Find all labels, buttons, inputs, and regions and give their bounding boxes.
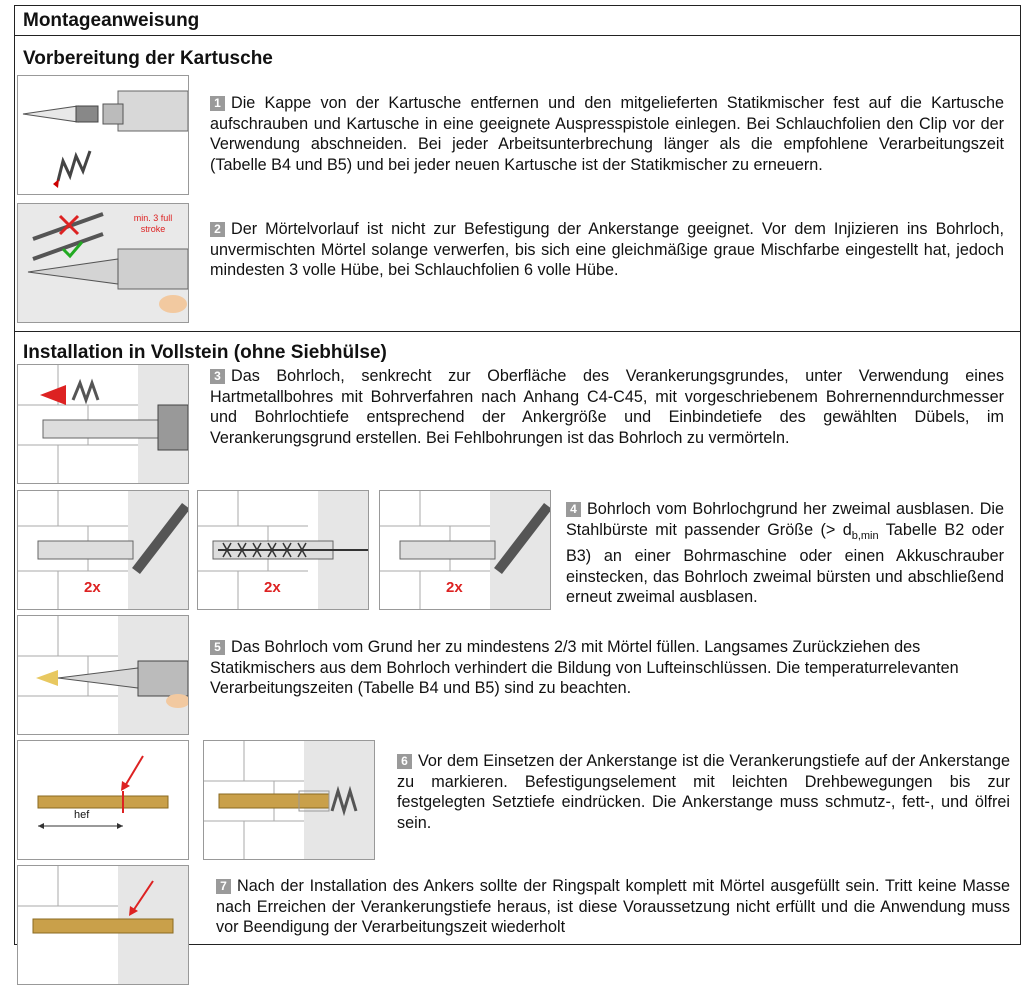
repeat-label-3: 2x	[446, 579, 463, 596]
step-4-number: 4	[566, 502, 581, 517]
hef-label: hef	[74, 809, 90, 821]
step-6	[397, 751, 1010, 833]
illustration-rod-marking	[17, 740, 189, 860]
step-1	[210, 93, 1004, 175]
step-3-number: 3	[210, 369, 225, 384]
section-title-installation: Installation in Vollstein (ohne Siebhülse)	[23, 342, 387, 363]
repeat-label-1: 2x	[84, 579, 101, 596]
step-1-text: Die Kappe von der Kartusche entfernen und den mitgelieferten Statikmischer fest auf die Kartusche aufschrauben und Kartusche in eine geeignete Auspresspistole einlegen. Bei Schlauchfolien den Clip vor der Verwendung abschneiden. Bei jeder Arbeitsunterbrechung länger als die empfohlene Verarbeitungszeit (Tabelle B4 und B5) und bei jeder neuen Kartusche ist der Statikmischer zu erneuern.	[210, 94, 1004, 174]
step-4	[566, 499, 1004, 608]
step-5	[210, 637, 1004, 699]
document-title: Montageanweisung	[14, 5, 1021, 36]
stroke-count-label: min. 3 full stroke	[133, 213, 173, 234]
illustration-annular-gap	[17, 865, 189, 985]
step-2-number: 2	[210, 222, 225, 237]
illustration-brushing	[197, 490, 369, 610]
step-7-number: 7	[216, 879, 231, 894]
step-2-text: Der Mörtelvorlauf ist nicht zur Befestigung der Ankerstange geeignet. Vor dem Injizieren ins Bohrloch, unvermischten Mörtel solange verwerfen, bis sich eine gleichmäßige graue Mischfarbe eingestellt hat, jedoch mindesten 3 volle Hübe, bei Schlauchfolien 6 volle Hübe.	[210, 220, 1004, 279]
step-6-number: 6	[397, 754, 412, 769]
step-7-text: Nach der Installation des Ankers sollte der Ringspalt komplett mit Mörtel ausgefüllt sein. Tritt keine Masse nach Erreichen der Verankerungstiefe heraus, ist diese Voraussetzung nicht erfüllt und die Anwendung muss vor Beendigung der Verarbeitungszeit wiederholt	[216, 877, 1010, 936]
illustration-filling	[17, 615, 189, 735]
step-6-text: Vor dem Einsetzen der Ankerstange ist die Verankerungstiefe auf der Ankerstange zu markieren. Befestigungselement mit leichten Drehbewegungen bis zur festgelegten Setztiefe eindrücken. Die Ankerstange muss schmutz-, fett-, und ölfrei sein.	[397, 752, 1010, 832]
section-divider	[14, 331, 1021, 332]
section-title-cartridge: Vorbereitung der Kartusche	[23, 48, 273, 69]
repeat-label-2: 2x	[264, 579, 281, 596]
step-2	[210, 219, 1004, 281]
step-3-text: Das Bohrloch, senkrecht zur Oberfläche des Verankerungsgrundes, unter Verwendung eines Hartmetallbohres mit Bohrverfahren nach Anhang C4-C45, mit vorgeschriebenem Bohrernenndurchmesser und Bohrlochtiefe entsprechend der Ankergröße und Einbindetiefe des gewählten Dübels, im Verankerungsgrund erstellen. Bei Fehlbohrungen ist das Bohrloch zu vermörteln.	[210, 367, 1004, 447]
illustration-mixer-attach	[17, 75, 189, 195]
step-5-number: 5	[210, 640, 225, 655]
step-3	[210, 366, 1004, 448]
illustration-blow-out	[17, 490, 189, 610]
illustration-rod-insertion	[203, 740, 375, 860]
step-4-text-after: Tabelle B2 oder B3) an einer Bohrmaschine oder einen Akkuschrauber einstecken, das Bohrloch zweimal bürsten und abschließend erneut zweimal ausblasen.	[566, 520, 1004, 607]
step-4-text-sub: b,min	[851, 529, 879, 542]
step-7	[216, 876, 1010, 938]
illustration-drilling	[17, 364, 189, 484]
illustration-mortar-strokes	[17, 203, 189, 323]
illustration-blow-out-final	[379, 490, 551, 610]
step-4-text-before: Bohrloch vom Bohrlochgrund her zweimal ausblasen. Die Stahlbürste mit passender Größe (> d	[566, 500, 1004, 539]
step-5-text: Das Bohrloch vom Grund her zu mindestens 2/3 mit Mörtel füllen. Langsames Zurückziehen des Statikmischers aus dem Bohrloch verhindert die Bildung von Lufteinschlüssen. Die temperaturrelevanten Verarbeitungszeiten (Tabelle B4 und B5) sind zu beachten.	[210, 638, 959, 697]
step-1-number: 1	[210, 96, 225, 111]
